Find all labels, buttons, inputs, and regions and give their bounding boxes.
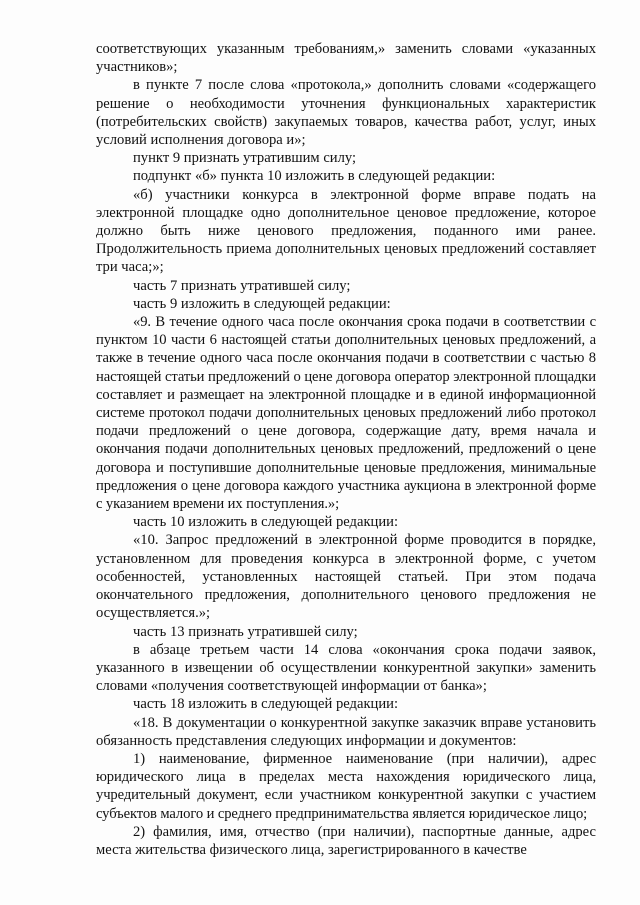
paragraph-item9: пункт 9 признать утратившим силу; bbox=[133, 150, 357, 167]
paragraph-part14: в абзаце третьем части 14 слова «окончания срока подачи заявок, указанного в извещении об осуществлении конкурентной закупки» заменить словами «получения соответствующей информации от банка»; bbox=[96, 641, 596, 695]
document-text bbox=[96, 40, 596, 859]
paragraph-item10b-text: «б) участники конкурса в электронной форме вправе подать на электронной площадке одно дополнительное ценовое предложение, которое должно быть ниже ценового предложения, поданного ими ранее. Продолжительность приема дополнительных ценовых предложений составляет три часа;»; bbox=[96, 186, 596, 276]
paragraph-part18-intro: часть 18 изложить в следующей редакции: bbox=[133, 696, 399, 713]
paragraph-list-item-1: 1) наименование, фирменное наименование (при наличии), адрес юридического лица в пределах места нахождения юридического лица, учредительный документ, если участником конкурентной закупки с участием субъектов малого и среднего предпринимательства является юридическое лицо; bbox=[96, 750, 596, 822]
paragraph-part13: часть 13 признать утратившей силу; bbox=[133, 623, 358, 640]
paragraph-part9-text: «9. В течение одного часа после окончания срока подачи в соответствии с пунктом 10 части 6 настоящей статьи дополнительных ценовых предложений, а также в течение одного часа после окончания подачи в соответствии с частью 8 настоящей статьи предложений о цене договора оператор электронной площадки составляет и размещает на электронной площадке и в единой информационной системе протокол подачи дополнительных ценовых предложений либо протокол подачи предложений о цене договора, содержащие дату, время начала и окончания подачи дополнительных ценовых предложений, предложений о цене договора и поступившие дополнительные ценовые предложения, минимальные предложения о цене договора каждого участника аукциона в электронной форме с указанием времени их поступления.»; bbox=[96, 314, 596, 513]
paragraph-item10b-intro: подпункт «б» пункта 10 изложить в следующей редакции: bbox=[133, 168, 496, 185]
paragraph-continuation: соответствующих указанным требованиям,» заменить словами «указанных участников»; bbox=[96, 41, 596, 76]
paragraph-part18-text: «18. В документации о конкурентной закупке заказчик вправе установить обязанность представления следующих информации и документов: bbox=[96, 714, 596, 749]
paragraph-part9-intro: часть 9 изложить в следующей редакции: bbox=[133, 295, 391, 312]
paragraph-list-item-2: 2) фамилия, имя, отчество (при наличии), паспортные данные, адрес места жительства физического лица, зарегистрированного в качестве bbox=[96, 823, 596, 858]
paragraph-part7: часть 7 признать утратившей силу; bbox=[133, 277, 351, 294]
paragraph-item7: в пункте 7 после слова «протокола,» дополнить словами «содержащего решение о необходимости уточнения функциональных характеристик (потребительских свойств) закупаемых товаров, качества работ, услуг, иных условий исполнения договора и»; bbox=[96, 77, 596, 149]
paragraph-part10-intro: часть 10 изложить в следующей редакции: bbox=[133, 514, 399, 531]
paragraph-part10-text: «10. Запрос предложений в электронной форме проводится в порядке, установленном для проведения конкурса в электронной форме, с учетом особенностей, установленных настоящей статьей. При этом подача окончательного предложения, дополнительного ценового предложения не осуществляется.»; bbox=[96, 532, 596, 622]
